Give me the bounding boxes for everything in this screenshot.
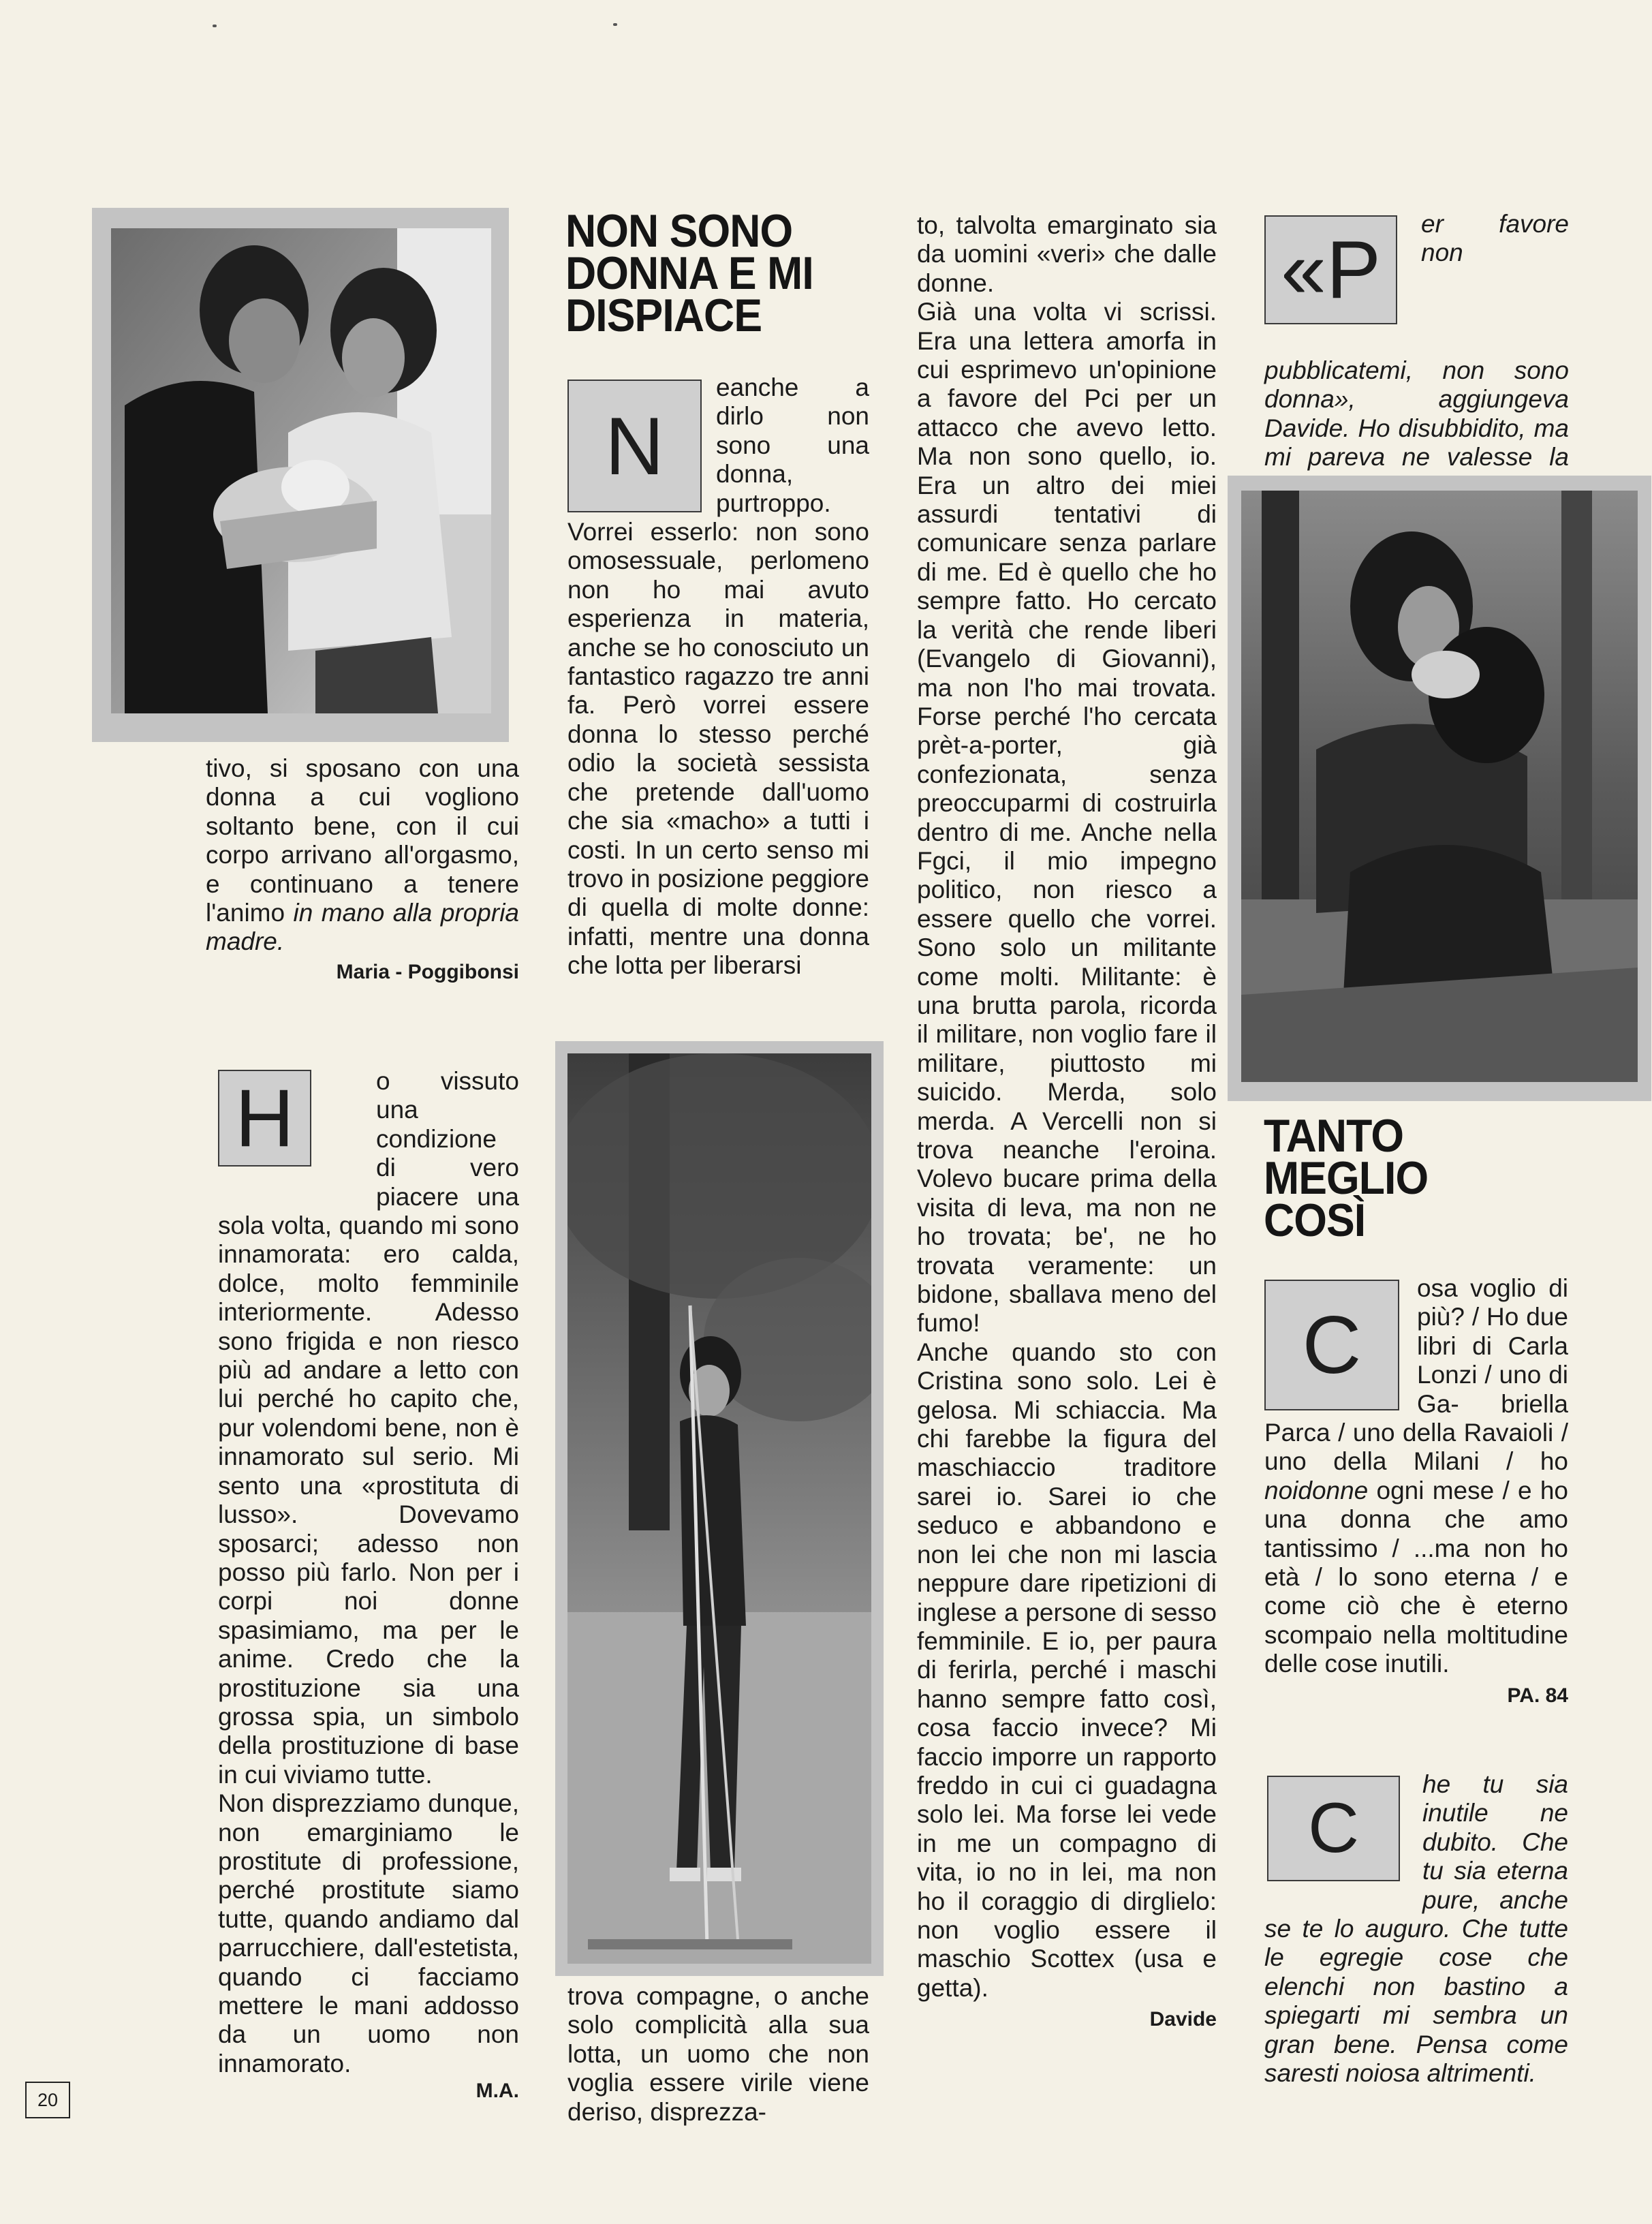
photo-two-women-embracing	[1241, 491, 1638, 1082]
col4-reply-text	[1264, 210, 1569, 501]
col1-letter-lead: o vissuto una condizione di vero piacere una sola	[218, 1067, 519, 1240]
signature-davide: Davide	[1149, 2008, 1217, 2031]
col3-body-3: Anche quando sto con Cristina sono solo. Lei è gelosa. Mi schiaccia. Ma chi farebbe la figura del maschiaccio traditore sarei io. Sarei io che seduco e abbandono e non lei che non mi lascia neppure dare ripetizioni di inglese a persone di sesso femminile. E io, per paura di ferirla, perché i maschi hanno sempre fatto così, cosa faccio invece? Mi faccio imporre un rapporto freddo in cui ci guadagna solo lei. Ma forse lei vede in me un compagno di vita, io no in lei, ma non ho il coraggio di dirglielo: non voglio essere il maschio Scottex (usa e getta).	[917, 1338, 1217, 2002]
col4-poem-body: briella Parca / uno della Ravaioli / uno della Milani / ho	[1264, 1389, 1568, 1476]
col4-poem-body-end: ogni mese / e ho una donna che amo tantissimo / ...ma non ho età / lo sono eterna / e come ciò che è eterno scompaio nella moltitudine delle cose inutili.	[1264, 1476, 1568, 1678]
col1-continuation-block	[206, 754, 519, 984]
drop-cap-c-reply: C	[1267, 1776, 1400, 1881]
signature-pa84: PA. 84	[1507, 1684, 1568, 1707]
col4-poem-block	[1264, 1274, 1568, 1708]
col3-body-2: Già una volta vi scrissi. Era una lettera amorfa in cui esprimevo un'opinione a favore del Pci per un attacco che avevo letto. Ma non sono quello, io. Era un altro dei miei assurdi tentativi di comunicare senza parlare di me. Ed è quello che ho sempre fatto. Ho cercato la verità che rende liberi (Evangelo di Giovanni), ma non l'ho mai trovata. Forse perché l'ho cercata prèt-a-porter, già confezionata, senza preoccuparmi di costruirla dentro di me. Anche nella Fgci, il mio impegno politico, non riesco a essere quello che vorrei. Sono solo un militante come molti. Militante: è una brutta parola, ricorda il militare, non voglio fare il militare, piuttosto mi suicido. Merda, solo merda. A Vercelli non si trova neanche l'eroina. Volevo bucare prima della visita di leva, ma non ne ho trovata; be', ne ho trovata veramente: un bidone, sballava meno del fumo!	[917, 298, 1217, 1338]
col4-reply-lead: er favore non pubblicatemi, non sono donna»,	[1264, 210, 1569, 414]
photo-two-women-embracing-frame	[1228, 476, 1651, 1101]
col4-reply2-lead: he tu sia inutile ne dubito. Che tu sia eterna pure,	[1422, 1770, 1568, 1914]
col2-body: Vorrei esserlo: non sono omosessuale, perlomeno non ho mai avuto esperienza in materia, anche se ho conosciuto un fantastico ragazzo tre anni fa. Però vorrei essere donna lo stesso perché odio la società sessista che pretende dall'uomo che sia «macho» a tutti i costi. In un certo senso mi trovo in posizione peggiore di quella di molte donne: infatti, mentre una donna che lotta per liberarsi	[567, 518, 869, 980]
photo-two-men-with-baby	[111, 228, 491, 713]
col4-poem-text	[1264, 1274, 1568, 1679]
signature-ma: M.A.	[476, 2080, 519, 2103]
col4-reply-block	[1264, 210, 1569, 501]
col4-poem-lead: osa voglio di più? / Ho due libri di Carla Lonzi / uno di Ga-	[1417, 1274, 1568, 1418]
col1-continuation-italic: in mano alla propria madre.	[206, 899, 519, 956]
drop-cap-n: N	[567, 380, 702, 512]
col3-text-block	[917, 211, 1217, 2031]
signature-maria: Maria - Poggibonsi	[336, 960, 519, 983]
photo-woman-with-rake-frame	[555, 1041, 884, 1976]
col2-text-block-2	[567, 1982, 869, 2127]
col1-letter-block	[218, 1067, 519, 2103]
print-mark	[213, 25, 217, 27]
col1-letter-body-2: Non disprezziamo dunque, non emarginiamo le prostitute di professione, perché prostitute siamo tutte, quando andiamo dal parrucchiere, dall'estetista, quando ci facciamo mettere le mani addosso da un uomo non innamorato.	[218, 1789, 519, 2078]
col2-text-block	[567, 373, 869, 980]
col1-continuation-text: tivo, si sposano con una donna a cui vogliono soltanto bene, con il cui corpo arrivano all'orgasmo, e continuano a tenere l'animo	[206, 754, 519, 927]
col3-body: to, talvolta emarginato sia da uomini «veri» che dalle donne.	[917, 211, 1217, 297]
photo-woman-with-rake	[567, 1053, 871, 1964]
col4-reply-body: aggiungeva Davide. Ho disubbidito, ma mi pareva ne valesse la	[1264, 385, 1569, 472]
drop-cap-c: C	[1264, 1280, 1399, 1410]
col2-body-2: trova compagne, o anche solo complicità alla sua lotta, un uomo che non voglia essere virile viene deriso, disprezza-	[567, 1982, 869, 2126]
print-mark	[613, 23, 617, 26]
photo-two-men-with-baby-frame	[92, 208, 509, 742]
drop-cap-p: «P	[1264, 215, 1397, 324]
col2-text	[567, 373, 869, 980]
col2-lead: eanche a dirlo non sono una donna, purtroppo.	[716, 373, 869, 517]
headline-non-sono-donna: NON SONO DONNA E MI DISPIACE	[565, 205, 813, 341]
col4-poem-italic: noidonne	[1264, 1476, 1369, 1504]
page-number: 20	[25, 2082, 70, 2118]
col4-reply2-body: anche se te lo auguro. Che tutte le egregie cose che elenchi non bastino a spiegarti mi sembra un gran bene. Pensa come saresti noiosa altrimenti.	[1264, 1885, 1568, 2088]
col1-letter-text	[218, 1067, 519, 1789]
drop-cap-h: H	[218, 1070, 311, 1167]
headline-tanto-meglio-cosi: TANTO MEGLIO COSÌ	[1264, 1110, 1429, 1246]
col4-reply2-text	[1264, 1770, 1568, 2088]
col1-letter-body: volta, quando mi sono innamorata: ero calda, dolce, molto femminile interiormente. Adesso sono frigida e non riesco più ad andare a letto con lui perché ho capito che, pur volendomi bene, non è innamorato sul serio. Mi sento una «prostituta di lusso». Dovevamo sposarci; adesso non posso più farlo. Non per i corpi noi donne spasimiamo, ma per le anime. Credo che la prostituzione sia una grossa spia, un simbolo della prostituzione di base in cui viviamo tutte.	[218, 1211, 520, 1789]
col4-reply2-block	[1264, 1770, 1568, 2088]
